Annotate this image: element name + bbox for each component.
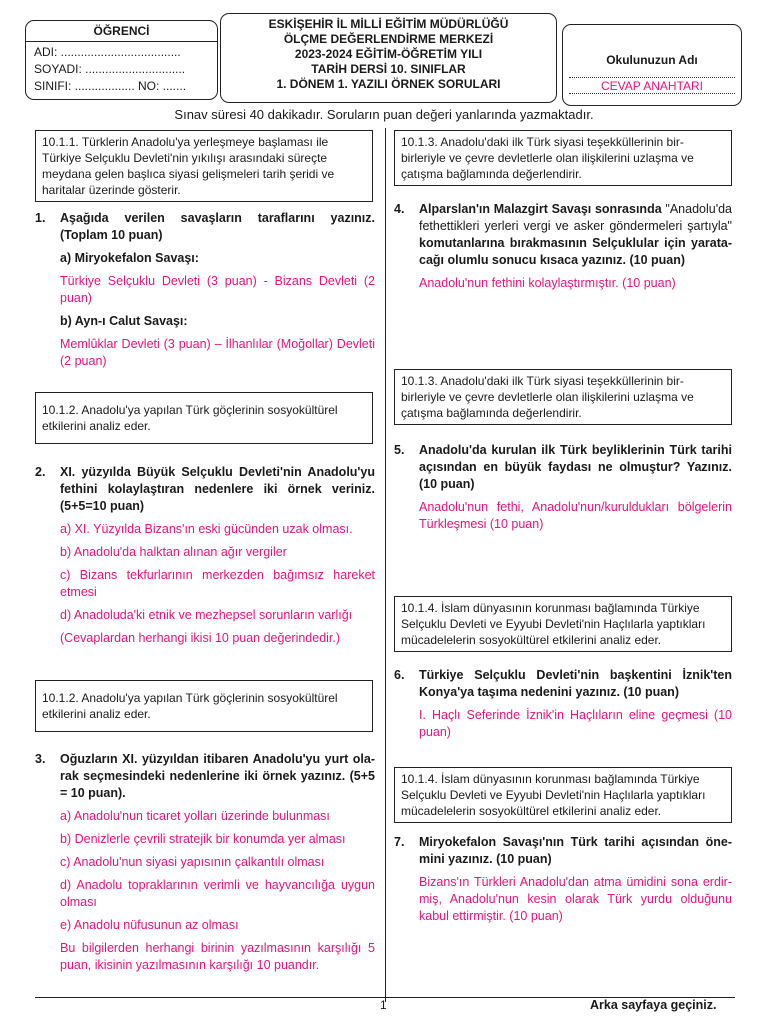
answer-text: Bizans'ın Türkleri Anadolu'dan atma ümidini sona erdir-miş, Anadolu'nun kesin olarak Türk yurdu olduğunu kabul ettirmiştir. (10 puan) xyxy=(419,875,732,923)
sub-question-a: a) Miryokefalon Savaşı: xyxy=(60,251,199,265)
question-number: 3. xyxy=(35,752,46,766)
answer-text: d) Anadolu topraklarının verimli ve hayvancılığa uygun olması xyxy=(60,878,375,909)
sub-question-b: b) Ayn-ı Calut Savaşı: xyxy=(60,314,188,328)
question-text xyxy=(419,201,732,269)
answer-note: (Cevaplardan herhangi ikisi 10 puan değerindedir.) xyxy=(60,631,341,645)
header-line-5: 1. DÖNEM 1. YAZILI ÖRNEK SORULARI xyxy=(276,77,501,91)
question-7 xyxy=(394,834,732,925)
surname-field[interactable]: SOYADI: .............................. xyxy=(34,62,186,76)
question-text: XI. yüzyılda Büyük Selçuklu Devleti'nin Anadolu'yu fethini kolaylaştıran nedenlere iki örnek veriniz. (5+5=10 puan) xyxy=(60,465,375,513)
answer-text: b) Denizlerle çevrili stratejik bir konumda yer alması xyxy=(60,832,346,846)
question-5 xyxy=(394,442,732,533)
name-field[interactable]: ADI: .................................... xyxy=(34,45,181,59)
question-text: Miryokefalon Savaşı'nın Türk tarihi açısından öne-mini yazınız. (10 puan) xyxy=(419,835,732,866)
outcome-box: 10.1.2. Anadolu'ya yapılan Türk göçlerinin sosyokültürel etkilerini analiz eder. xyxy=(35,680,373,732)
question-4 xyxy=(394,201,732,292)
answer-text: b) Anadolu'da halktan alınan ağır vergiler xyxy=(60,545,287,559)
question-number: 2. xyxy=(35,465,46,479)
outcome-box: 10.1.4. İslam dünyasının korunması bağlamında Türkiye Selçuklu Devleti ve Eyyubi Devleti'nin Haçlılarla yaptıkları mücadelelerin sosyokültürel etkilerini analiz eder. xyxy=(394,767,732,823)
answer-text: c) Bizans tekfurlarının merkezden bağımsız hareket etmesi xyxy=(60,568,375,599)
answer-text: a) Anadolu'nun ticaret yolları üzerinde bulunması xyxy=(60,809,330,823)
student-info-box xyxy=(25,20,218,100)
column-divider xyxy=(385,128,386,1002)
answer-text: e) Anadolu nüfusunun az olması xyxy=(60,918,239,932)
question-text: Anadolu'da kurulan ilk Türk beyliklerinin Türk tarihi açısından en büyük faydası ne olmuştur? Yazınız. (10 puan) xyxy=(419,443,732,491)
exam-header-box xyxy=(220,13,557,103)
question-2 xyxy=(35,464,375,647)
school-name-box xyxy=(562,24,742,106)
question-number: 4. xyxy=(394,202,405,216)
question-text-part: komutanlarına bırakmasının Selçuklular için yarata-cağı olumlu sonucu kısaca yazınız. (10 puan) xyxy=(419,236,732,267)
header-line-3: 2023-2024 EĞİTİM-ÖĞRETİM YILI xyxy=(294,47,483,61)
question-text-part: Alparslan'ın Malazgirt Savaşı sonrasında xyxy=(419,202,662,216)
answer-text: Anadolu'nun fethi, Anadolu'nun/kuruldukları bölgelerin Türkleşmesi (10 puan) xyxy=(419,500,732,531)
next-page-note: Arka sayfaya geçiniz. xyxy=(590,998,717,1012)
class-number-field[interactable]: SINIFI: .................. NO: ....... xyxy=(34,79,187,93)
question-text: Türkiye Selçuklu Devleti'nin başkentini İznik'ten Konya'ya taşıma nedenini yazınız. (10 puan) xyxy=(419,668,732,699)
question-text: Aşağıda verilen savaşların taraflarını yazınız. (Toplam 10 puan) xyxy=(60,211,375,242)
question-3 xyxy=(35,751,375,974)
answer-text: c) Anadolu'nun siyasi yapısının çalkantılı olması xyxy=(60,855,325,869)
answer-text: Memlûklar Devleti (3 puan) – İlhanlılar (Moğollar) Devleti (2 puan) xyxy=(60,337,375,368)
answer-text: Türkiye Selçuklu Devleti (3 puan) - Bizans Devleti (2 puan) xyxy=(60,274,375,305)
question-6 xyxy=(394,667,732,741)
outcome-box: 10.1.2. Anadolu'ya yapılan Türk göçlerinin sosyokültürel etkilerini analiz eder. xyxy=(35,392,373,444)
question-1 xyxy=(35,210,375,370)
question-quote: "Anadolu'da fethettikleri yerleri vergi ve asker göndermeleri şartıyla" xyxy=(419,202,732,233)
page-number: 1 xyxy=(380,998,387,1012)
exam-info: Sınav süresi 40 dakikadır. Soruların puan değeri yanlarında yazmaktadır. xyxy=(174,107,594,122)
question-text: Oğuzların XI. yüzyıldan itibaren Anadolu'yu yurt ola-rak seçmesindeki nedenlerine iki örnek yazınız. (5+5 = 10 puan). xyxy=(60,752,375,800)
answer-text: I. Haçlı Seferinde İznik'in Haçlıların eline geçmesi (10 puan) xyxy=(419,708,732,739)
header-line-2: ÖLÇME DEĞERLENDİRME MERKEZİ xyxy=(283,32,494,46)
header-line-4: TARİH DERSİ 10. SINIFLAR xyxy=(311,62,466,76)
student-title: ÖĞRENCİ xyxy=(93,24,150,38)
answer-text: Anadolu'nun fethini kolaylaştırmıştır. (10 puan) xyxy=(419,276,676,290)
question-number: 7. xyxy=(394,835,405,849)
header-line-1: ESKİŞEHİR İL MİLLİ EĞİTİM MÜDÜRLÜĞÜ xyxy=(268,17,509,31)
question-number: 6. xyxy=(394,668,405,682)
outcome-box: 10.1.3. Anadolu'daki ilk Türk siyasi teşekküllerinin bir-birleriyle ve çevre devletlerle olan ilişkilerini uzlaşma ve çatışma bağlamında değerlendirir. xyxy=(394,369,732,425)
question-number: 1. xyxy=(35,211,46,225)
question-number: 5. xyxy=(394,443,405,457)
outcome-box: 10.1.1. Türklerin Anadolu'ya yerleşmeye başlaması ile Türkiye Selçuklu Devleti'nin yıkılışı arasındaki süreçte meydana gelen başlıca siyasi gelişmeleri tarih şeridi ve haritalar üzerinde gösterir. xyxy=(35,130,373,202)
answer-key-label: CEVAP ANAHTARI xyxy=(600,79,704,93)
outcome-box: 10.1.3. Anadolu'daki ilk Türk siyasi teşekküllerinin bir-birleriyle ve çevre devletlerle olan ilişkilerini uzlaşma ve çatışma bağlamında değerlendirir. xyxy=(394,130,732,186)
answer-text: d) Anadoluda'ki etnik ve mezhepsel sorunların varlığı xyxy=(60,608,353,622)
school-title: Okulunuzun Adı xyxy=(606,53,698,67)
answer-text: a) XI. Yüzyılda Bizans'ın eski gücünden uzak olması. xyxy=(60,522,353,536)
answer-note: Bu bilgilerden herhangi birinin yazılmasının karşılığı 5 puan, ikisinin yazılmasının karşılığı 10 puandır. xyxy=(60,941,375,972)
outcome-box: 10.1.4. İslam dünyasının korunması bağlamında Türkiye Selçuklu Devleti ve Eyyubi Devleti'nin Haçlılarla yaptıkları mücadelelerin sosyokültürel etkilerini analiz eder. xyxy=(394,596,732,652)
